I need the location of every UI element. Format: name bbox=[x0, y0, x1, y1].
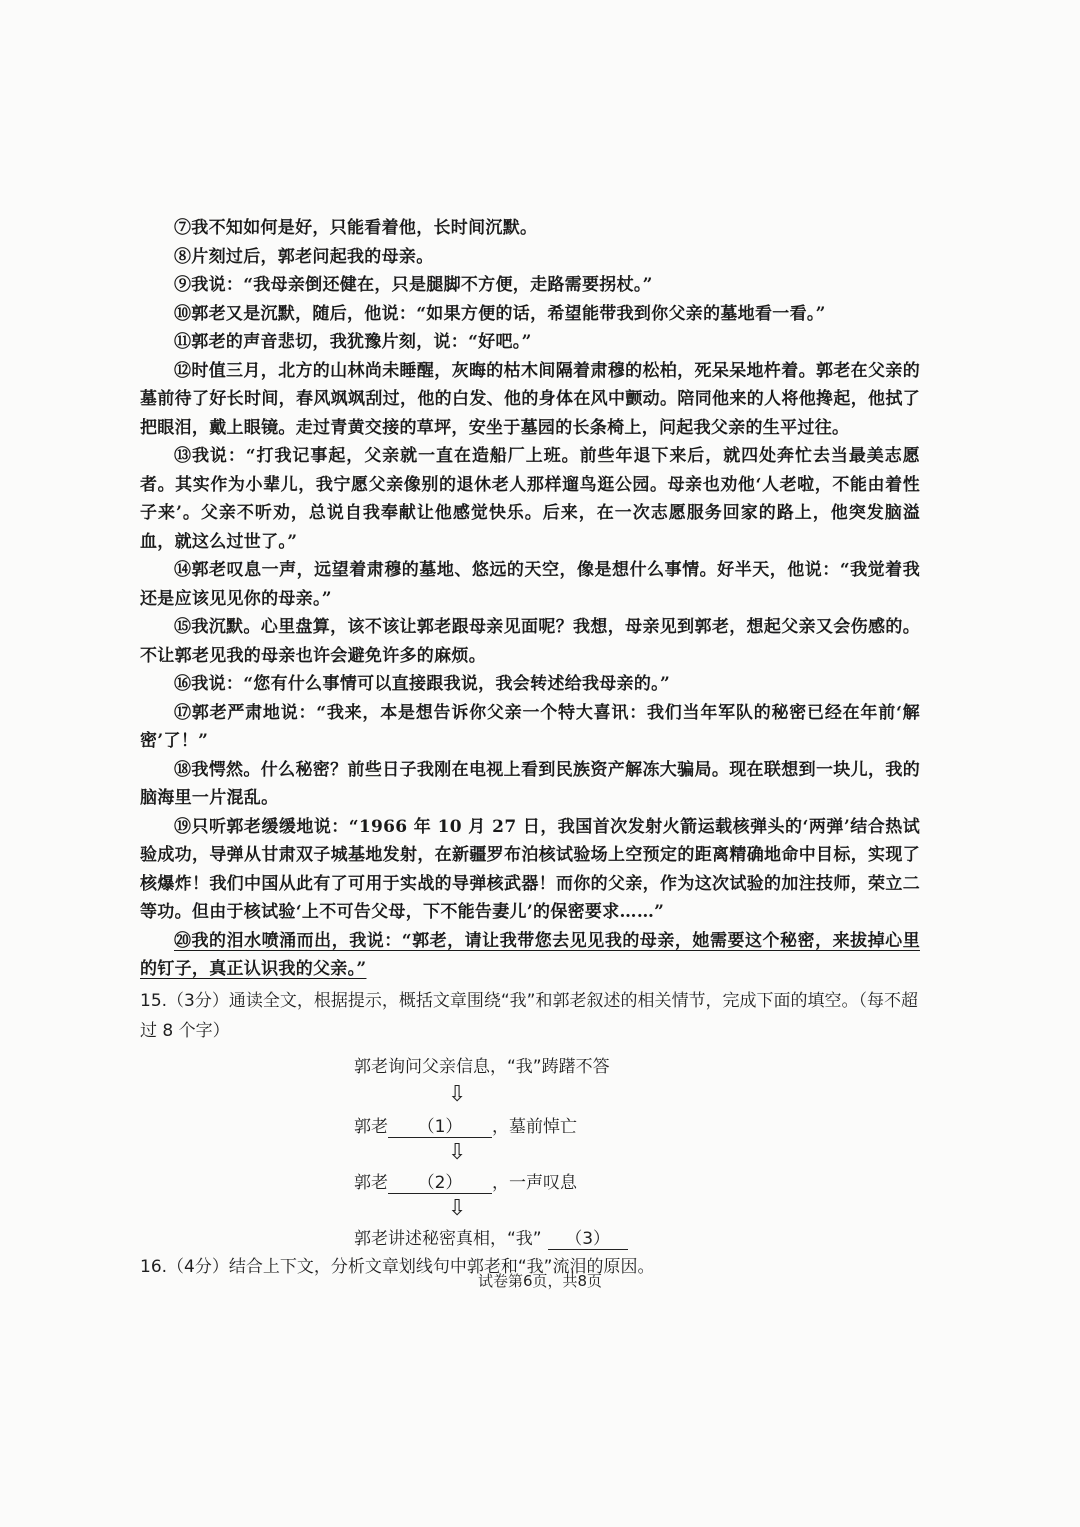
paragraph-16: ⑯我说：“您有什么事情可以直接跟我说，我会转述给我母亲的。” bbox=[174, 674, 671, 694]
flowchart bbox=[140, 1050, 920, 1249]
flow-step-2 bbox=[354, 1112, 577, 1138]
paragraph-7: ⑦我不知如何是好，只能看着他，长时间沉默。 bbox=[174, 218, 538, 238]
paragraph-11: ⑪郭老的声音悲切，我犹豫片刻，说：“好吧。” bbox=[174, 332, 532, 352]
blank-3: （3） bbox=[548, 1229, 628, 1250]
paragraph-8: ⑧片刻过后，郭老问起我的母亲。 bbox=[174, 246, 434, 267]
question-16: 16.（4分）结合上下文，分析文章划线句中郭老和“我”流泪的原因。 bbox=[140, 1256, 655, 1277]
flow-step-4 bbox=[354, 1224, 628, 1250]
paragraph-19: ⑲只听郭老缓缓地说：“1966 年 10 月 27 日，我国首次发射火箭运载核弹头的‘两弹’结合热试验成功，导弹从甘肃双子城基地发射，在新疆罗布泊核试验场上空预定的距离精确地命中目标，实现了核爆炸！我们中国从此有了可用于实战的导弹核武器！而你的父亲，作为这次试验的加注技师，荣立二等功。但由于核试验‘上不可告父母，下不能告妻儿’的保密要求……” bbox=[140, 816, 920, 922]
flow-step-3 bbox=[354, 1168, 577, 1194]
paragraph-18: ⑱我愕然。什么秘密？前些日子我刚在电视上看到民族资产解冻大骗局。现在联想到一块儿，我的脑海里一片混乱。 bbox=[140, 759, 920, 808]
paragraph-20-underlined: ⑳我的泪水喷涌而出，我说：“郭老，请让我带您去见见我的母亲，她需要这个秘密，来拔掉心里的钉子，真正认识我的父亲。” bbox=[140, 930, 920, 979]
down-arrow-icon: ⇩ bbox=[448, 1081, 467, 1107]
paragraph-10: ⑩郭老又是沉默，随后，他说：“如果方便的话，希望能带我到你父亲的墓地看一看。” bbox=[174, 303, 826, 324]
paragraph-15: ⑮我沉默。心里盘算，该不该让郭老跟母亲见面呢？我想，母亲见到郭老，想起父亲又会伤感的。不让郭老见我的母亲也许会避免许多的麻烦。 bbox=[140, 617, 920, 666]
down-arrow-icon: ⇩ bbox=[448, 1195, 467, 1221]
blank-2: （2） bbox=[388, 1173, 492, 1194]
paragraph-9: ⑨我说：“我母亲倒还健在，只是腿脚不方便，走路需要拐杖。” bbox=[174, 275, 653, 295]
question-15: 15.（3分）通读全文，根据提示，概括文章围绕“我”和郭老叙述的相关情节，完成下面的填空。（每不超过 8 个字） bbox=[140, 990, 918, 1041]
flow-step-3-prefix: 郭老 bbox=[354, 1172, 388, 1193]
down-arrow-icon: ⇩ bbox=[448, 1139, 467, 1165]
paragraph-17: ⑰郭老严肃地说：“我来，本是想告诉你父亲一个特大喜讯：我们当年军队的秘密已经在年前‘解密’了！” bbox=[140, 702, 920, 751]
flow-step-2-prefix: 郭老 bbox=[354, 1116, 388, 1137]
reading-passage bbox=[140, 214, 920, 1282]
paragraph-14: ⑭郭老叹息一声，远望着肃穆的墓地、悠远的天空，像是想什么事情。好半天，他说：“我觉着我还是应该见见你的母亲。” bbox=[140, 560, 920, 609]
paragraph-13: ⑬我说：“打我记事起，父亲就一直在造船厂上班。前些年退下来后，就四处奔忙去当最美志愿者。其实作为小辈儿，我宁愿父亲像别的退休老人那样遛鸟逛公园。母亲也劝他‘人老啦，不能由着性子来’。父亲不听劝，总说自我奉献让他感觉快乐。后来，在一次志愿服务回家的路上，他突发脑溢血，就这么过世了。” bbox=[140, 446, 920, 552]
paragraph-12: ⑫时值三月，北方的山林尚未睡醒，灰晦的枯木间隔着肃穆的松柏，死呆呆地杵着。郭老在父亲的墓前待了好长时间，春风飒飒刮过，他的白发、他的身体在风中颤动。陪同他来的人将他搀起，他拭了把眼泪，戴上眼镜。走过青黄交接的草坪，安坐于墓园的长条椅上，问起我父亲的生平过往。 bbox=[140, 360, 920, 438]
flow-step-3-suffix: ，一声叹息 bbox=[492, 1172, 577, 1193]
flow-step-1: 郭老询问父亲信息，“我”踌躇不答 bbox=[354, 1056, 610, 1077]
flow-step-4-prefix: 郭老讲述秘密真相，“我” bbox=[354, 1228, 542, 1249]
blank-1: （1） bbox=[388, 1117, 492, 1138]
page-footer: 试卷第6页，共8页 bbox=[477, 1272, 603, 1290]
flow-step-2-suffix: ，墓前悼亡 bbox=[492, 1116, 577, 1137]
